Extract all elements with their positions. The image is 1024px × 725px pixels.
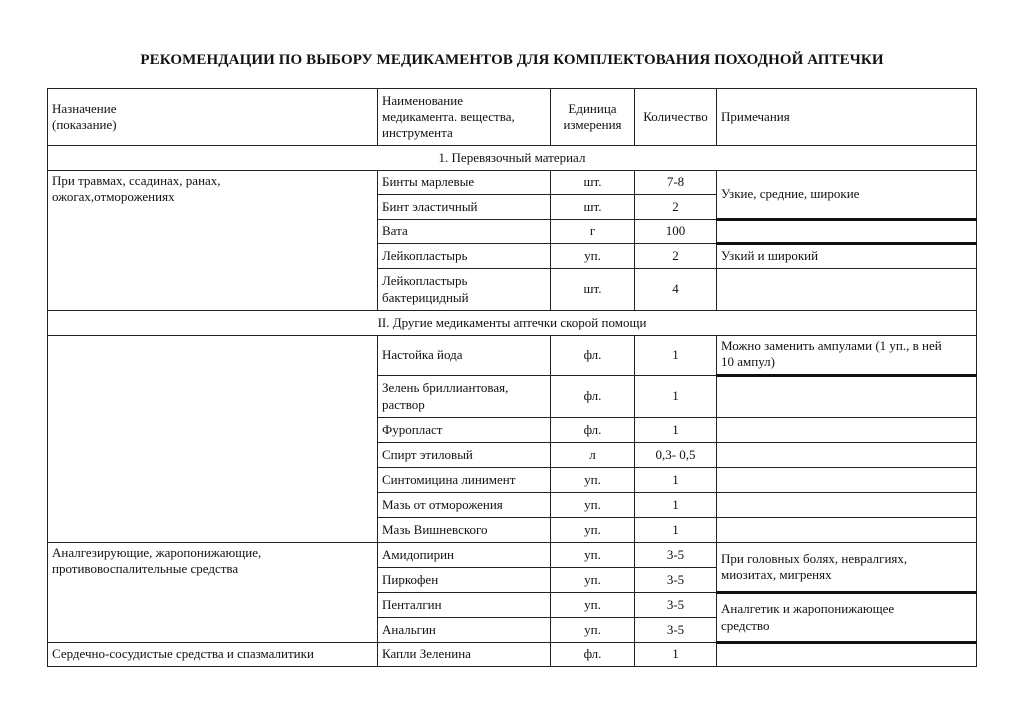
qty-cell: 1: [635, 336, 717, 376]
qty-cell: 0,3- 0,5: [635, 443, 717, 468]
name-cell: Мазь от отморожения: [378, 493, 551, 518]
qty-cell: 1: [635, 643, 717, 667]
table-row: [48, 543, 977, 568]
header-unit: Единица измерения: [551, 89, 635, 146]
unit-cell: уп.: [551, 468, 635, 493]
purpose-cell: При травмах, ссадинах, ранах, ожогах,отморожениях: [48, 171, 378, 311]
qty-cell: 3-5: [635, 568, 717, 593]
name-cell: Бинты марлевые: [378, 171, 551, 195]
unit-cell: г: [551, 220, 635, 244]
note-cell: Можно заменить ампулами (1 уп., в ней 10 ампул): [717, 336, 977, 376]
name-cell: Анальгин: [378, 618, 551, 643]
name-cell: Спирт этиловый: [378, 443, 551, 468]
qty-cell: 1: [635, 468, 717, 493]
note-cell: [717, 493, 977, 518]
note-cell: [717, 468, 977, 493]
qty-cell: 3-5: [635, 618, 717, 643]
note-cell: [717, 269, 977, 311]
page-title: РЕКОМЕНДАЦИИ ПО ВЫБОРУ МЕДИКАМЕНТОВ ДЛЯ КОМПЛЕКТОВАНИЯ ПОХОДНОЙ АПТЕЧКИ: [140, 52, 884, 68]
unit-cell: уп.: [551, 493, 635, 518]
table-row: [48, 171, 977, 195]
qty-cell: 2: [635, 244, 717, 269]
section-title: II. Другие медикаменты аптечки скорой помощи: [48, 311, 977, 336]
name-cell: Пиркофен: [378, 568, 551, 593]
section-title: 1. Перевязочный материал: [48, 146, 977, 171]
header-row: [48, 89, 977, 146]
note-cell: Узкий и широкий: [717, 244, 977, 269]
name-cell: Зелень бриллиантовая, раствор: [378, 376, 551, 418]
note-cell: [717, 643, 977, 667]
unit-cell: уп.: [551, 244, 635, 269]
purpose-cell: Аналгезирующие, жаропонижающие, противовоспалительные средства: [48, 543, 378, 643]
name-cell: Фуропласт: [378, 418, 551, 443]
unit-cell: шт.: [551, 171, 635, 195]
note-cell: [717, 443, 977, 468]
name-cell: Амидопирин: [378, 543, 551, 568]
qty-cell: 2: [635, 195, 717, 220]
header-purpose: Назначение (показание): [48, 89, 378, 146]
qty-cell: 7-8: [635, 171, 717, 195]
unit-cell: фл.: [551, 336, 635, 376]
qty-cell: 1: [635, 518, 717, 543]
unit-cell: фл.: [551, 418, 635, 443]
note-cell: [717, 418, 977, 443]
name-cell: Вата: [378, 220, 551, 244]
unit-cell: шт.: [551, 195, 635, 220]
header-qty: Количество: [635, 89, 717, 146]
table-row: [48, 643, 977, 667]
qty-cell: 3-5: [635, 593, 717, 618]
unit-cell: уп.: [551, 593, 635, 618]
purpose-cell: Сердечно-сосудистые средства и спазмалитики: [48, 643, 378, 667]
name-cell: Настойка йода: [378, 336, 551, 376]
note-cell: [717, 518, 977, 543]
unit-cell: уп.: [551, 568, 635, 593]
header-name: Наименование медикамента. вещества, инструмента: [378, 89, 551, 146]
qty-cell: 1: [635, 493, 717, 518]
purpose-cell: [48, 336, 378, 543]
name-cell: Пенталгин: [378, 593, 551, 618]
medication-table: [47, 88, 977, 667]
note-cell: При головных болях, невралгиях, миозитах, мигренях: [717, 543, 977, 593]
qty-cell: 4: [635, 269, 717, 311]
unit-cell: фл.: [551, 643, 635, 667]
note-cell: [717, 220, 977, 244]
qty-cell: 100: [635, 220, 717, 244]
section-row: [48, 311, 977, 336]
note-cell: Аналгетик и жаропонижающее средство: [717, 593, 977, 643]
name-cell: Синтомицина линимент: [378, 468, 551, 493]
unit-cell: уп.: [551, 518, 635, 543]
qty-cell: 1: [635, 418, 717, 443]
header-notes: Примечания: [717, 89, 977, 146]
table-row: [48, 336, 977, 376]
name-cell: Лейкопластырь: [378, 244, 551, 269]
qty-cell: 1: [635, 376, 717, 418]
unit-cell: фл.: [551, 376, 635, 418]
unit-cell: уп.: [551, 543, 635, 568]
note-cell: [717, 376, 977, 418]
name-cell: Капли Зеленина: [378, 643, 551, 667]
unit-cell: л: [551, 443, 635, 468]
section-row: [48, 146, 977, 171]
unit-cell: шт.: [551, 269, 635, 311]
unit-cell: уп.: [551, 618, 635, 643]
name-cell: Бинт эластичный: [378, 195, 551, 220]
name-cell: Мазь Вишневского: [378, 518, 551, 543]
note-cell: Узкие, средние, широкие: [717, 171, 977, 220]
qty-cell: 3-5: [635, 543, 717, 568]
name-cell: Лейкопластырь бактерицидный: [378, 269, 551, 311]
